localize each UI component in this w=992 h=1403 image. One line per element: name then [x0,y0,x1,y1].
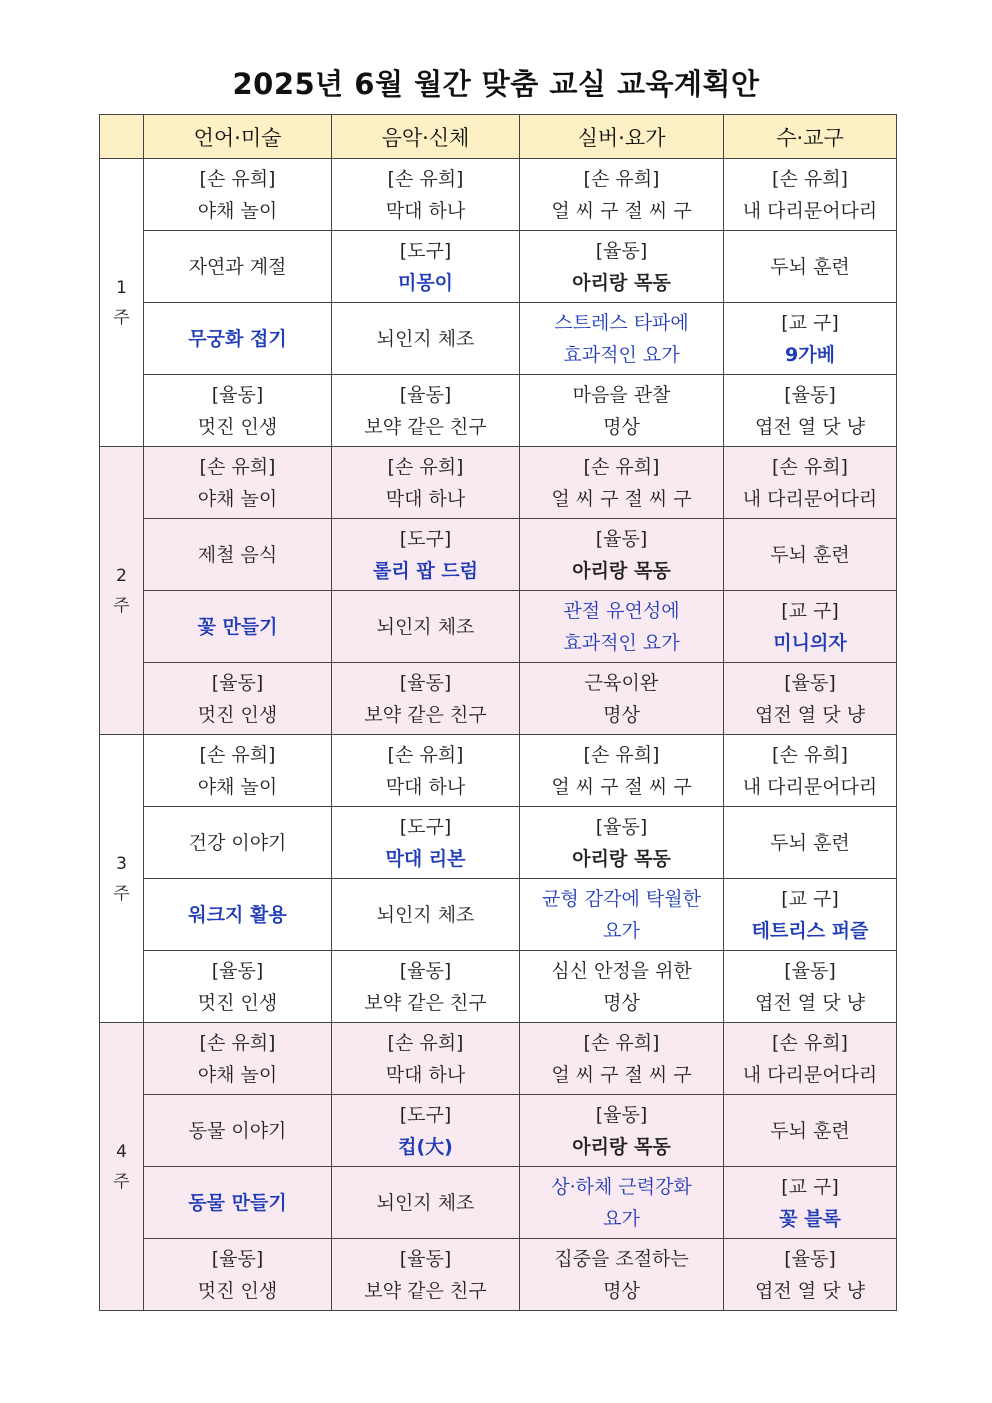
cell-text: 뇌인지 체조 [376,327,475,350]
cell-text: [율동] [784,671,836,694]
cell-text: [율동] [784,1247,836,1270]
cell-text: [율동] [784,383,836,406]
cell-text: [손 유희] [387,455,464,478]
table-cell [520,591,724,663]
cell-text: [손 유희] [583,455,660,478]
cell-text: 9가베 [785,343,835,366]
cell-text: [손 유희] [387,167,464,190]
cell-text: 멋진 인생 [197,415,278,438]
cell-text: 얼 씨 구 절 씨 구 [551,775,692,798]
cell-text: 엽전 열 닷 냥 [755,991,865,1014]
cell-text: 마음을 관찰 [572,383,671,406]
cell-text: [손 유희] [199,455,276,478]
table-cell [144,807,332,879]
cell-text: [손 유희] [199,743,276,766]
table-cell [724,663,897,735]
cell-text: 야채 놀이 [197,199,278,222]
cell-text: 꽃 만들기 [197,615,278,638]
table-cell [520,951,724,1023]
cell-text: 보약 같은 친구 [364,1279,487,1302]
cell-text: 명상 [603,1279,640,1302]
cell-text: [율동] [399,671,452,694]
cell-text: 야채 놀이 [197,1063,278,1086]
table-row [100,951,897,1023]
table-cell [332,1167,520,1239]
cell-text: 균형 감각에 탁월한 [542,887,701,910]
table-cell [332,447,520,519]
cell-text: [율동] [211,671,264,694]
table-cell [332,231,520,303]
cell-text: 미니의자 [773,631,847,654]
table-row [100,663,897,735]
cell-text: 무궁화 접기 [188,327,287,350]
cell-text: [도구] [399,1103,452,1126]
cell-text: [손 유희] [199,167,276,190]
cell-text: 테트리스 퍼즐 [751,919,869,942]
cell-text: 명상 [603,703,640,726]
cell-text: [율동] [595,239,648,262]
table-cell [332,1023,520,1095]
week-label-unit: 주 [113,307,130,328]
cell-text: [손 유희] [583,1031,660,1054]
cell-text: 건강 이야기 [188,831,287,854]
cell-text: [손 유희] [199,1031,276,1054]
table-cell [724,375,897,447]
table-cell [144,519,332,591]
table-row [100,447,897,519]
cell-text: 내 다리문어다리 [742,487,878,510]
table-row [100,879,897,951]
table-cell [520,1167,724,1239]
cell-text: 막대 하나 [385,1063,466,1086]
cell-text: 막대 리본 [385,847,466,870]
cell-text: 상·하체 근력강화 [551,1175,692,1198]
table-cell [144,231,332,303]
cell-text: [율동] [595,815,648,838]
cell-text: 보약 같은 친구 [364,991,487,1014]
week-label-num: 1 [116,277,127,298]
cell-text: [손 유희] [772,455,848,478]
cell-text: 요가 [603,919,640,942]
table-row [100,1095,897,1167]
table-row [100,807,897,879]
table-cell [520,447,724,519]
cell-text: [율동] [399,383,452,406]
table-cell [144,159,332,231]
cell-text: 두뇌 훈련 [770,831,850,854]
cell-text: 미몽이 [397,271,454,294]
table-cell [332,735,520,807]
table-cell [520,1095,724,1167]
cell-text: 근육이완 [584,671,659,694]
cell-text: 자연과 계절 [188,255,287,278]
cell-text: 두뇌 훈련 [770,543,850,566]
cell-text: 야채 놀이 [197,775,278,798]
cell-text: 내 다리문어다리 [742,1063,878,1086]
cell-text: 두뇌 훈련 [770,255,850,278]
cell-text: 관절 유연성에 [563,599,680,622]
table-cell [724,951,897,1023]
cell-text: 명상 [603,415,640,438]
header-silver-yoga: 실버·요가 [520,115,724,159]
header-music-body: 음악·신체 [332,115,520,159]
week-label [100,447,144,735]
cell-text: [율동] [399,1247,452,1270]
table-cell [144,591,332,663]
week-label [100,735,144,1023]
week-label-unit: 주 [113,1171,130,1192]
cell-text: 내 다리문어다리 [742,775,878,798]
cell-text: 동물 만들기 [188,1191,287,1214]
table-cell [724,591,897,663]
table-cell [144,1023,332,1095]
cell-text: 얼 씨 구 절 씨 구 [551,199,692,222]
cell-text: [손 유희] [772,167,848,190]
cell-text: [율동] [211,959,264,982]
cell-text: [율동] [399,959,452,982]
table-cell [144,951,332,1023]
cell-text: 아리랑 목동 [572,847,671,870]
cell-text: 보약 같은 친구 [364,703,487,726]
table-cell [332,375,520,447]
cell-text: [율동] [784,959,836,982]
cell-text: 심신 안정을 위한 [551,959,692,982]
table-cell [332,951,520,1023]
table-cell [520,1023,724,1095]
table-cell [144,1095,332,1167]
header-language-art: 언어·미술 [144,115,332,159]
cell-text: 집중을 조절하는 [554,1247,689,1270]
lesson-plan-table [99,114,897,1311]
table-cell [724,1095,897,1167]
cell-text: 효과적인 요가 [563,631,680,654]
page-title: 2025년 6월 월간 맞춤 교실 교육계획안 [232,67,760,101]
table-row [100,1239,897,1311]
table-cell [520,375,724,447]
table-cell [724,303,897,375]
table-cell [724,1239,897,1311]
table-cell [332,1095,520,1167]
cell-text: 아리랑 목동 [572,271,671,294]
cell-text: 동물 이야기 [188,1119,287,1142]
cell-text: 요가 [603,1207,640,1230]
cell-text: [율동] [595,1103,648,1126]
table-row [100,591,897,663]
table-cell [724,735,897,807]
cell-text: 야채 놀이 [197,487,278,510]
cell-text: [손 유희] [387,1031,464,1054]
table-cell [724,231,897,303]
cell-text: 두뇌 훈련 [770,1119,850,1142]
table-cell [144,663,332,735]
header-row [100,115,897,159]
table-cell [332,303,520,375]
week-label-unit: 주 [113,883,130,904]
cell-text: [도구] [399,815,452,838]
table-cell [520,807,724,879]
table-row [100,1167,897,1239]
table-cell [520,735,724,807]
cell-text: 컵(大) [398,1135,453,1158]
table-row [100,159,897,231]
header-math-tools: 수·교구 [724,115,897,159]
cell-text: 내 다리문어다리 [742,199,878,222]
table-cell [332,879,520,951]
table-row [100,519,897,591]
cell-text: [율동] [211,383,264,406]
cell-text: [손 유희] [387,743,464,766]
cell-text: [손 유희] [583,743,660,766]
week-label-unit: 주 [113,595,130,616]
week-label-num: 2 [116,565,127,586]
week-label-num: 4 [116,1141,127,1162]
table-cell [332,663,520,735]
cell-text: [율동] [211,1247,264,1270]
table-cell [724,447,897,519]
table-cell [332,591,520,663]
cell-text: [도구] [399,239,452,262]
table-cell [144,879,332,951]
table-cell [520,303,724,375]
table-cell [520,231,724,303]
cell-text: [손 유희] [772,1031,848,1054]
table-cell [332,159,520,231]
table-row [100,303,897,375]
cell-text: 멋진 인생 [197,991,278,1014]
cell-text: 명상 [603,991,640,1014]
table-cell [332,807,520,879]
cell-text: [교 구] [781,599,839,622]
table-cell [144,303,332,375]
cell-text: 효과적인 요가 [563,343,680,366]
cell-text: 뇌인지 체조 [376,1191,475,1214]
cell-text: 얼 씨 구 절 씨 구 [551,487,692,510]
table-cell [724,159,897,231]
table-cell [724,1023,897,1095]
cell-text: 막대 하나 [385,775,466,798]
table-cell [724,519,897,591]
table-cell [144,1167,332,1239]
table-cell [520,159,724,231]
cell-text: [교 구] [781,887,839,910]
table-cell [520,663,724,735]
cell-text: 스트레스 타파에 [554,311,689,334]
cell-text: [교 구] [781,311,839,334]
week-label-num: 3 [116,853,127,874]
week-label [100,159,144,447]
cell-text: 엽전 열 닷 냥 [755,1279,865,1302]
table-cell [332,519,520,591]
cell-text: 멋진 인생 [197,1279,278,1302]
table-cell [724,807,897,879]
cell-text: 아리랑 목동 [572,1135,671,1158]
table-cell [520,879,724,951]
table-cell [332,1239,520,1311]
cell-text: 꽃 블록 [779,1207,841,1230]
cell-text: 엽전 열 닷 냥 [755,703,865,726]
cell-text: 보약 같은 친구 [364,415,487,438]
table-cell [520,1239,724,1311]
table-cell [144,735,332,807]
cell-text: 롤리 팝 드럼 [373,559,478,582]
table-cell [144,375,332,447]
cell-text: 아리랑 목동 [572,559,671,582]
cell-text: 막대 하나 [385,199,466,222]
week-label [100,1023,144,1311]
cell-text: 막대 하나 [385,487,466,510]
cell-text: 멋진 인생 [197,703,278,726]
table-cell [724,879,897,951]
plan-body [100,159,897,1311]
table-cell [144,447,332,519]
cell-text: 뇌인지 체조 [376,903,475,926]
cell-text: 엽전 열 닷 냥 [755,415,865,438]
table-cell [520,519,724,591]
cell-text: [도구] [399,527,452,550]
cell-text: 뇌인지 체조 [376,615,475,638]
cell-text: 워크지 활용 [188,903,287,926]
table-row [100,1023,897,1095]
cell-text: [손 유희] [583,167,660,190]
cell-text: [율동] [595,527,648,550]
table-cell [144,1239,332,1311]
cell-text: 제철 음식 [197,543,278,566]
cell-text: [교 구] [781,1175,839,1198]
table-row [100,735,897,807]
cell-text: [손 유희] [772,743,848,766]
table-cell [724,1167,897,1239]
cell-text: 얼 씨 구 절 씨 구 [551,1063,692,1086]
header-corner [100,115,144,159]
table-row [100,231,897,303]
table-row [100,375,897,447]
